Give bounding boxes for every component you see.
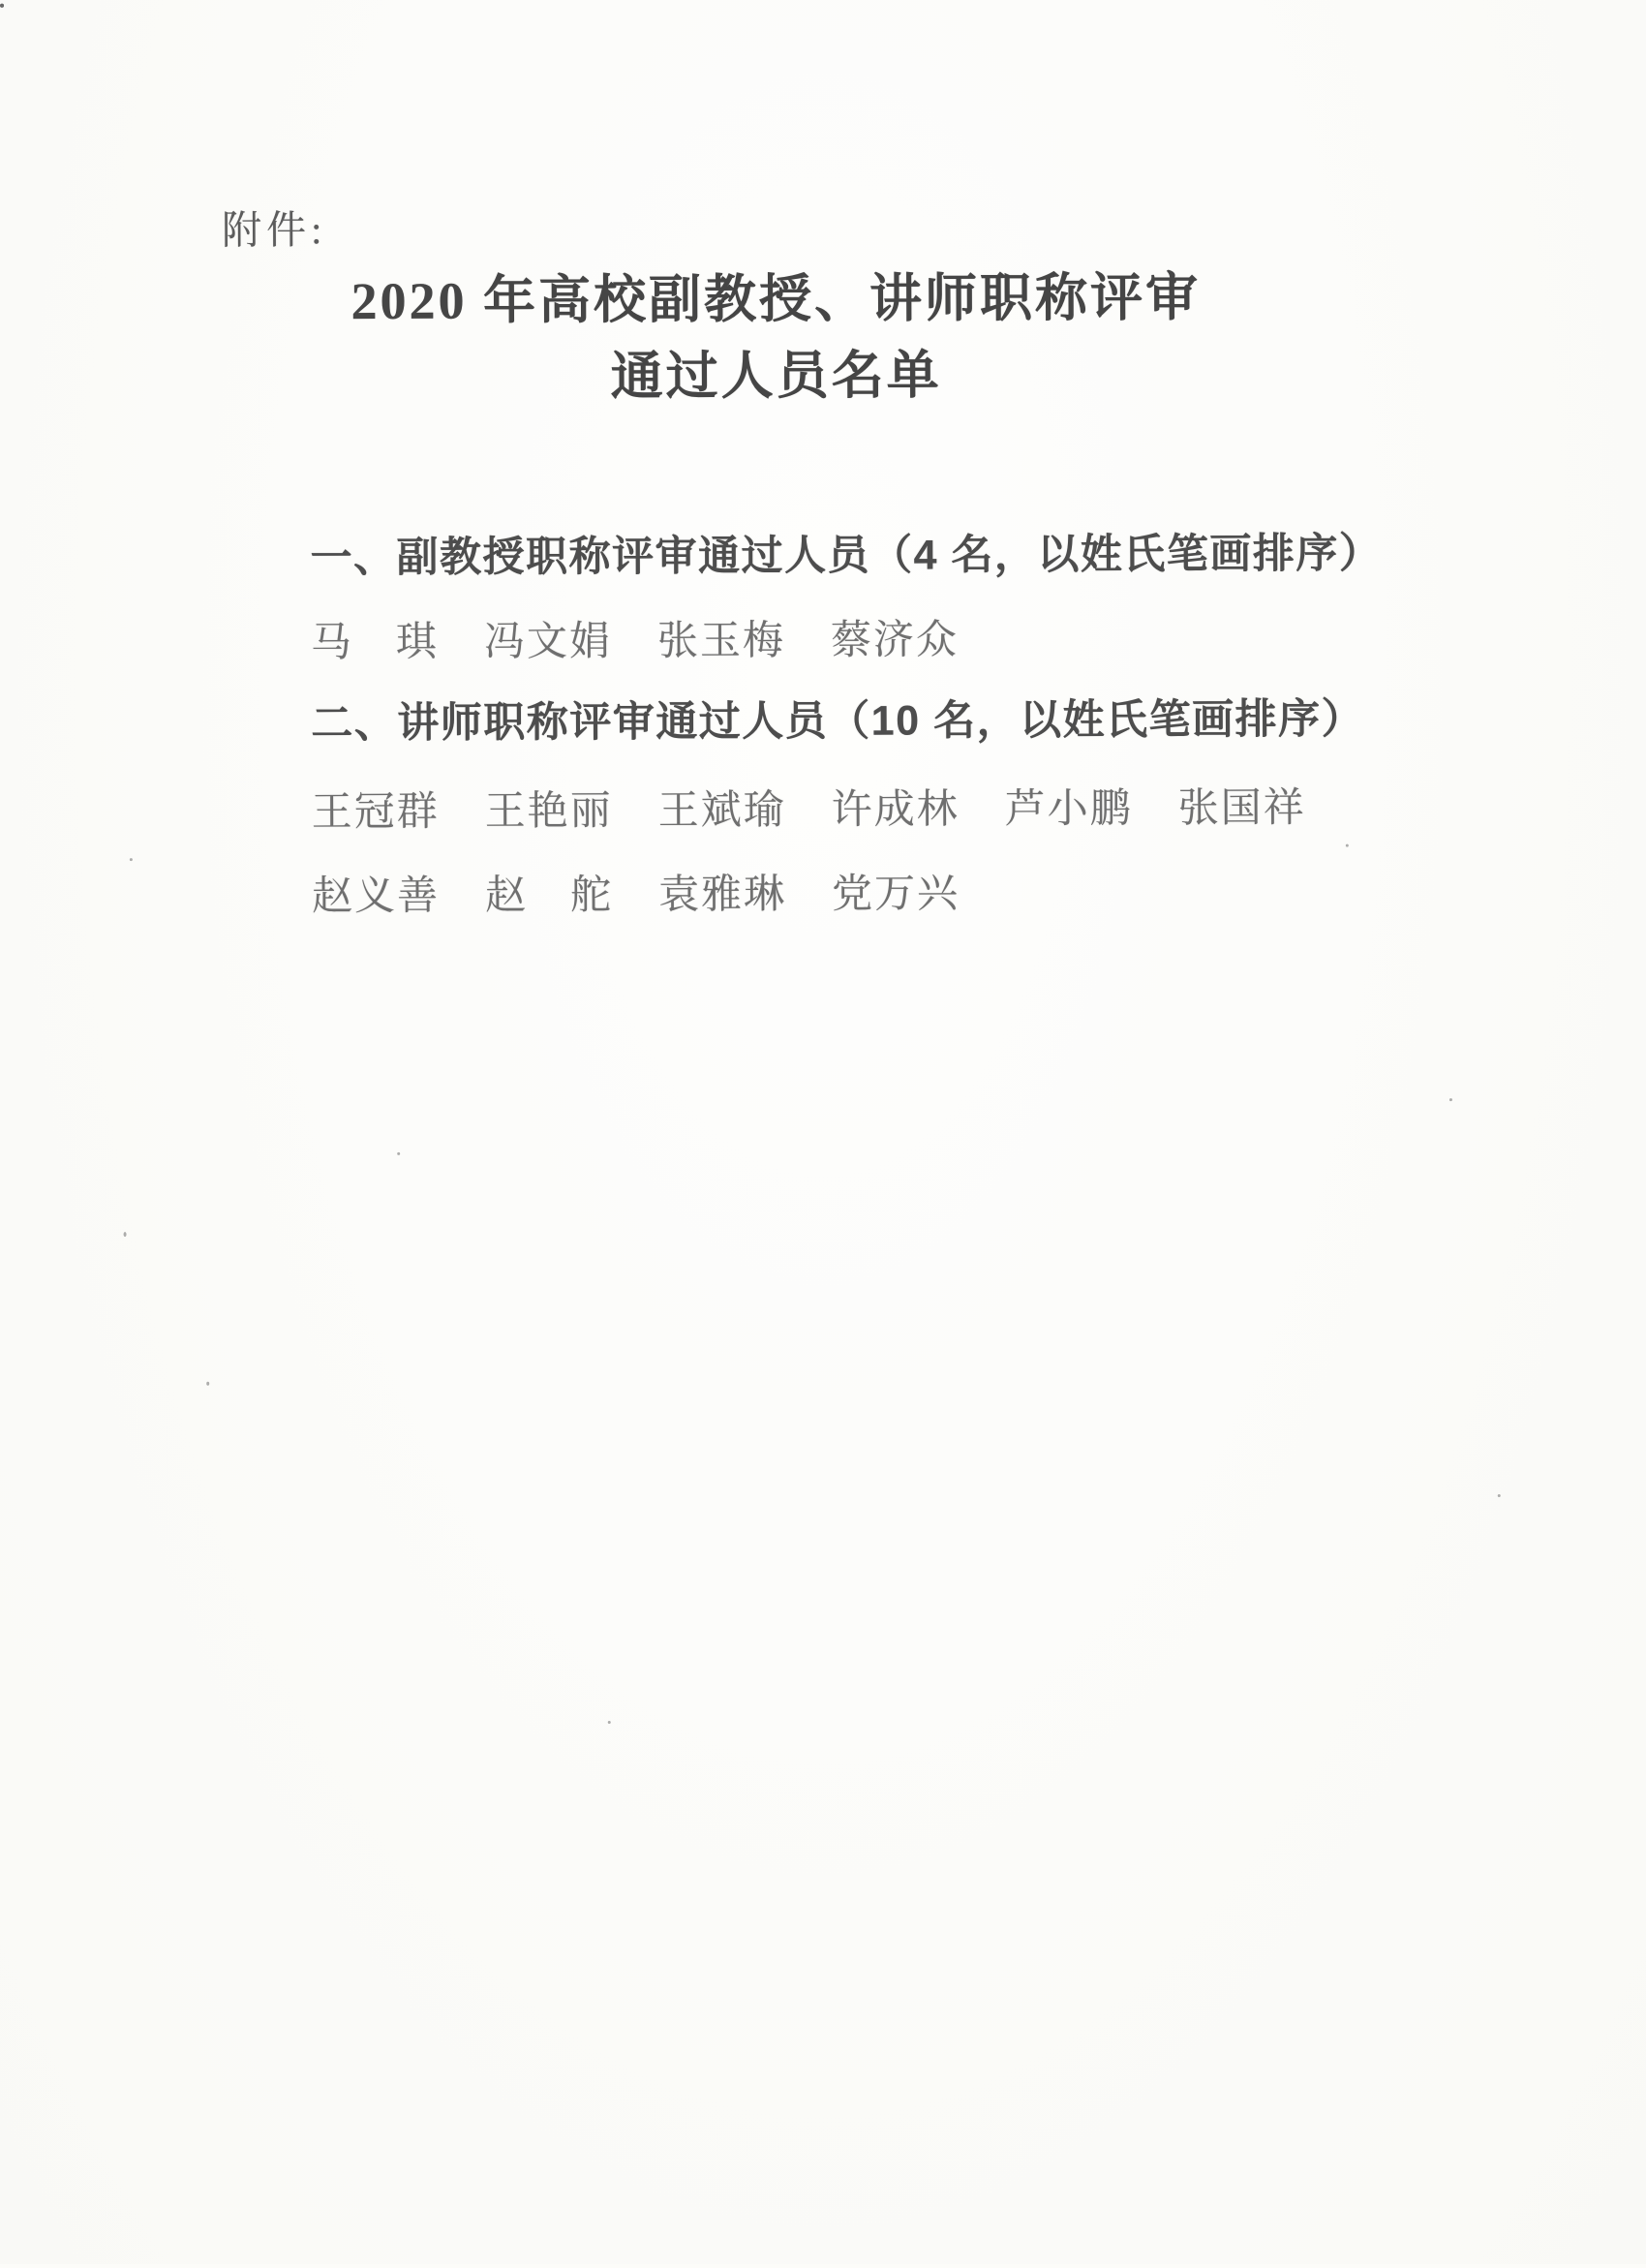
attachment-label: 附件: (221, 207, 327, 253)
person-name: 芦小鹏 (1004, 786, 1133, 833)
scan-speck (608, 1721, 611, 1724)
person-name: 冯文娟 (483, 619, 613, 665)
person-name: 袁雅琳 (657, 873, 787, 918)
scan-speck (397, 1152, 400, 1155)
scan-speck (1449, 1098, 1452, 1101)
person-name: 王斌瑜 (657, 788, 786, 834)
person-name: 党万兴 (831, 872, 960, 917)
scan-speck (124, 1232, 127, 1237)
document-title (146, 259, 1406, 417)
section-lecturer (311, 694, 1474, 919)
section-lecturer-name-list (312, 785, 1475, 919)
name-row (311, 616, 1473, 665)
scan-speck (130, 858, 133, 861)
name-row (312, 870, 1474, 919)
person-name: 王冠群 (311, 789, 440, 836)
section-lecturer-heading: 二、讲师职称评审通过人员（10 名，以姓氏笔画排序） (311, 695, 1365, 748)
scan-speck (0, 4, 4, 8)
person-name: 张国祥 (1177, 785, 1306, 832)
scan-speck (206, 1382, 209, 1386)
person-name: 许成林 (831, 787, 960, 833)
scan-speck (1346, 844, 1349, 847)
person-name: 赵 舵 (484, 873, 614, 919)
person-name: 马 琪 (310, 620, 440, 666)
person-name: 赵义善 (311, 873, 441, 920)
name-row (312, 785, 1474, 835)
section-associate-professor-heading: 一、副教授职称评审通过人员（4 名，以姓氏笔画排序） (310, 530, 1383, 582)
person-name: 王艳丽 (484, 788, 613, 835)
document-title-line-1: 2020 年高校副教授、讲师职称评审 (351, 268, 1202, 331)
person-name: 蔡济众 (830, 618, 960, 663)
section-associate-professor (310, 529, 1473, 665)
document-title-line-2: 通过人员名单 (610, 346, 942, 406)
section-associate-professor-name-list (311, 616, 1473, 665)
person-name: 张玉梅 (656, 619, 786, 664)
scan-speck (1498, 1494, 1501, 1497)
